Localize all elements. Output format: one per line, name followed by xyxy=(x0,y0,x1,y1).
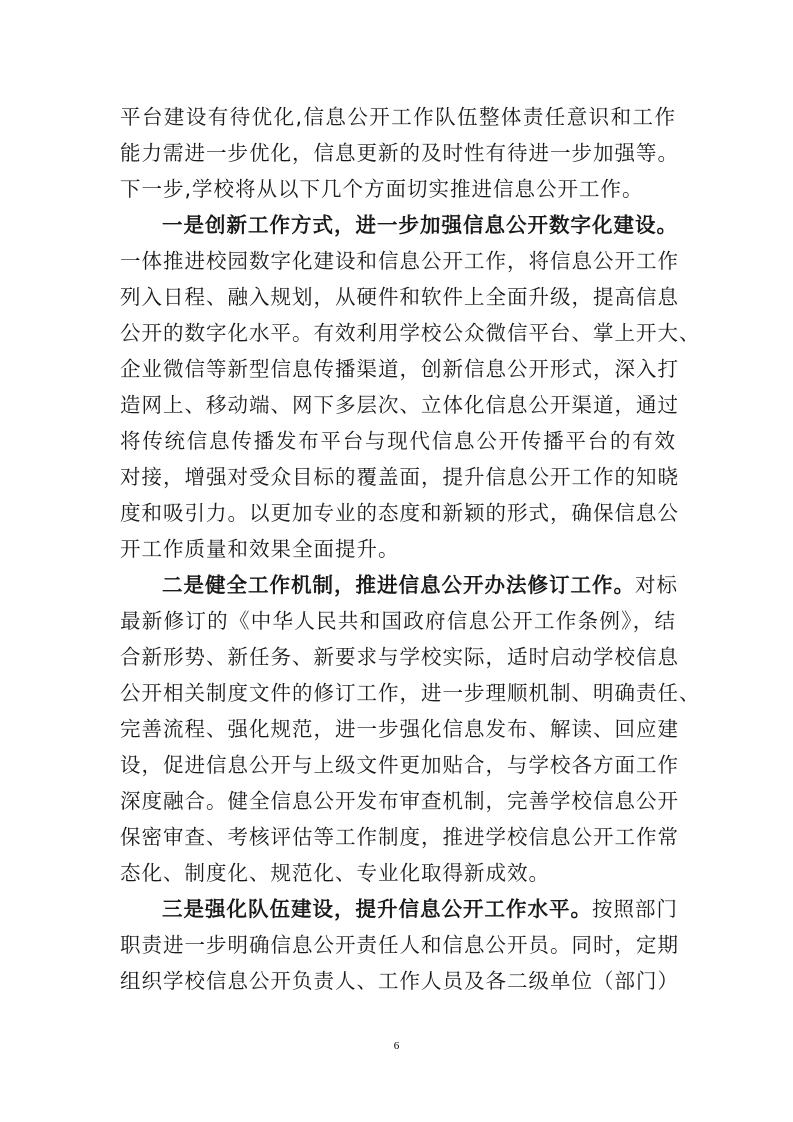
text-line xyxy=(120,279,679,315)
line-text: 态化、制度化、规范化、专业化取得新成效。 xyxy=(120,861,550,885)
line-text: 列入日程、融入规划，从硬件和软件上全面升级，提高信息 xyxy=(120,285,679,309)
paragraph-heading-line xyxy=(120,207,676,243)
text-line xyxy=(120,99,676,135)
line-text: 平台建设有待优化,信息公开工作队伍整体责任意识和工作 xyxy=(120,105,676,129)
line-text: 企业微信等新型信息传播渠道，创新信息公开形式，深入打 xyxy=(120,357,679,381)
line-text: 保密审查、考核评估等工作制度，推进学校信息公开工作常 xyxy=(120,825,679,849)
text-line xyxy=(120,819,679,855)
line-text: 组织学校信息公开负责人、工作人员及各二级单位（部门） xyxy=(120,969,679,993)
line-text: 下一步,学校将从以下几个方面切实推进信息公开工作。 xyxy=(120,177,644,201)
text-line xyxy=(120,711,679,747)
line-text: 一体推进校园数字化建设和信息公开工作，将信息公开工作 xyxy=(120,249,679,273)
paragraph-lead: 二是健全工作机制，推进信息公开办法修订工作。 xyxy=(162,573,635,597)
line-text: 公开的数字化水平。有效利用学校公众微信平台、掌上开大、 xyxy=(120,321,701,345)
line-text: 按照部门 xyxy=(592,897,678,921)
line-text: 最新修订的《中华人民共和国政府信息公开工作条例》，结 xyxy=(120,609,676,633)
paragraph-heading-line xyxy=(120,567,676,603)
text-line xyxy=(120,603,676,639)
body-text xyxy=(120,99,701,999)
text-line xyxy=(120,639,679,675)
text-line xyxy=(120,459,679,495)
text-line xyxy=(120,531,676,567)
text-line xyxy=(120,927,679,963)
text-line xyxy=(120,171,676,207)
text-line xyxy=(120,747,679,783)
text-line xyxy=(120,495,679,531)
line-text: 设，促进信息公开与上级文件更加贴合，与学校各方面工作 xyxy=(120,753,679,777)
line-text: 完善流程、强化规范，进一步强化信息发布、解读、回应建 xyxy=(120,717,679,741)
text-line xyxy=(120,243,679,279)
text-line xyxy=(120,351,679,387)
paragraph-lead: 一是创新工作方式，进一步加强信息公开数字化建设。 xyxy=(162,213,678,237)
text-line xyxy=(120,135,679,171)
text-line xyxy=(120,387,679,423)
line-text: 将传统信息传播发布平台与现代信息公开传播平台的有效 xyxy=(120,429,676,453)
line-text: 合新形势、新任务、新要求与学校实际，适时启动学校信息 xyxy=(120,645,679,669)
page-number: 6 xyxy=(393,1040,400,1052)
text-line xyxy=(120,783,679,819)
text-line xyxy=(120,963,679,999)
text-line xyxy=(120,423,676,459)
paragraph-heading-line xyxy=(120,891,676,927)
line-text: 开工作质量和效果全面提升。 xyxy=(120,537,400,561)
text-line xyxy=(120,855,676,891)
line-text: 深度融合。健全信息公开发布审查机制，完善学校信息公开 xyxy=(120,789,679,813)
line-text: 度和吸引力。以更加专业的态度和新颖的形式，确保信息公 xyxy=(120,501,679,525)
line-text: 公开相关制度文件的修订工作，进一步理顺机制、明确责任、 xyxy=(120,681,701,705)
text-line xyxy=(120,315,701,351)
paragraph-lead: 三是强化队伍建设，提升信息公开工作水平。 xyxy=(162,897,592,921)
text-line xyxy=(120,675,701,711)
line-text: 职责进一步明确信息公开责任人和信息公开员。同时，定期 xyxy=(120,933,679,957)
line-text: 对标 xyxy=(635,573,678,597)
line-text: 对接，增强对受众目标的覆盖面，提升信息公开工作的知晓 xyxy=(120,465,679,489)
line-text: 能力需进一步优化，信息更新的及时性有待进一步加强等。 xyxy=(120,141,679,165)
line-text: 造网上、移动端、网下多层次、立体化信息公开渠道，通过 xyxy=(120,393,679,417)
